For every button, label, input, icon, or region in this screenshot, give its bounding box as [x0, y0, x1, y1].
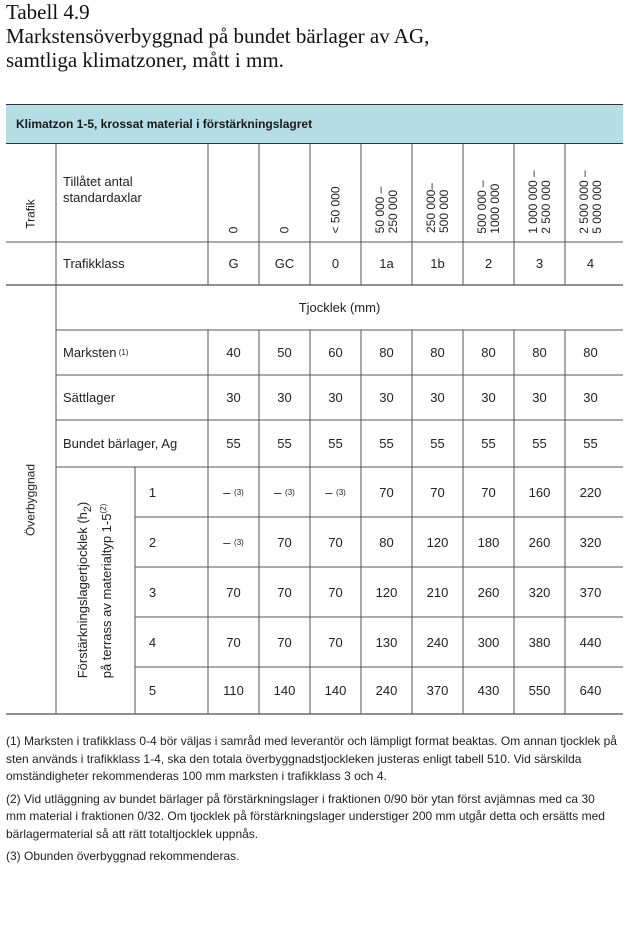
forst-value: 370 — [426, 683, 449, 698]
forst-value — [208, 467, 259, 517]
trafikklass-value: 3 — [535, 256, 544, 271]
forst-value: 70 — [277, 584, 292, 600]
cell-note: (3) — [234, 487, 244, 497]
row-value: 30 — [226, 390, 241, 405]
axle-value-line: 2 500 000 – — [576, 169, 591, 234]
cell-note: (3) — [336, 487, 346, 497]
forst-value: 70 — [277, 534, 292, 550]
forst-value: 70 — [328, 584, 343, 600]
trafikklass-value: 1b — [430, 256, 445, 271]
row-label-text: Sättlager — [63, 390, 116, 405]
material-type: 2 — [148, 534, 157, 550]
row-value: 30 — [328, 390, 343, 405]
overbyggnad-group-label: Överbyggnad — [23, 463, 38, 537]
forst-value: 240 — [426, 634, 449, 650]
cell-note: (3) — [285, 487, 295, 497]
forst-value: 120 — [375, 584, 398, 600]
trafikklass-value: 1a — [379, 256, 394, 271]
row-value: 30 — [430, 390, 445, 405]
forst-value: 70 — [226, 634, 241, 650]
forst-value: 140 — [324, 683, 347, 698]
cell-value: – — [223, 484, 235, 500]
material-type: 3 — [148, 584, 157, 600]
forst-value — [208, 517, 259, 567]
forst-value: 70 — [328, 634, 343, 650]
axle-label-line-1: Tillåtet antal — [63, 174, 133, 189]
axle-value-line: 50 000 – — [372, 186, 387, 233]
axle-value-line: 250 000 — [385, 189, 400, 233]
axle-value-line: < 50 000 — [328, 185, 342, 234]
axle-value-line: 250 000– — [423, 182, 438, 234]
row-value: 55 — [379, 436, 394, 451]
forst-value: 260 — [477, 584, 500, 600]
axle-value — [278, 226, 291, 233]
material-type: 4 — [148, 634, 157, 650]
footnote-3: (3) Obunden överbyggnad rekommenderas. — [6, 849, 240, 863]
row-value: 80 — [583, 345, 598, 360]
row-value: 60 — [328, 345, 343, 360]
forst-value: 70 — [277, 634, 292, 650]
forst-value: 70 — [481, 484, 496, 500]
axle-value-line: 500 000 – — [474, 179, 489, 234]
row-label — [63, 375, 208, 420]
row-value: 55 — [430, 436, 445, 451]
row-value: 80 — [532, 345, 547, 360]
forst-label-line-1 — [75, 502, 96, 679]
forst-label-text-1: Förstärkningslagertjocklek (h — [75, 512, 91, 679]
trafikklass-value: GC — [274, 256, 295, 271]
forst-value: 550 — [528, 683, 551, 698]
row-value: 30 — [481, 390, 496, 405]
row-value: 55 — [583, 436, 598, 451]
climate-zone-label: Klimatzon 1-5, krossat material i förstärkningslagret — [16, 117, 313, 131]
axle-value — [527, 170, 553, 233]
forst-value: 240 — [375, 683, 398, 698]
row-value: 55 — [328, 436, 343, 451]
axle-value — [476, 180, 502, 233]
forst-label-text-2: på terrass av materialtyp 1-5 — [98, 513, 114, 679]
forst-value: 70 — [226, 584, 241, 600]
row-value: 80 — [379, 345, 394, 360]
cell-value: – — [325, 484, 337, 500]
thickness-header: Tjocklek (mm) — [298, 300, 381, 315]
forst-value: 440 — [579, 634, 602, 650]
trafikklass-value: 0 — [331, 256, 340, 271]
axle-value-line: 0 — [226, 226, 240, 233]
row-value: 80 — [481, 345, 496, 360]
forst-value: 430 — [477, 683, 500, 698]
footnotes — [6, 733, 618, 871]
axle-value — [227, 226, 240, 233]
forst-value: 260 — [528, 534, 551, 550]
title-line-2: Markstensöverbyggnad på bundet bärlager av AG, — [6, 24, 430, 48]
footnote-1: (1) Marksten i trafikklass 0-4 bör väljas i samråd med leverantör och lämpligt format beaktas. Om annan tjocklek på sten används i trafikklass 1-4, ska den totala överbyggnadstjockleken justeras enligt tabell 510. Vid särskilda omständigheter rekommenderas 100 mm marksten i trafikklass 3 och 4. — [6, 734, 617, 783]
axle-value-line: 1000 000 — [487, 183, 502, 234]
forst-value: 320 — [528, 584, 551, 600]
cell-value: – — [274, 484, 286, 500]
title-line-1: Tabell 4.9 — [6, 0, 90, 24]
trafikklass-value: 2 — [484, 256, 493, 271]
row-label — [63, 420, 208, 467]
trafikklass-label: Trafikklass — [63, 256, 125, 271]
row-value: 30 — [583, 390, 598, 405]
forst-value: 80 — [379, 534, 394, 550]
forst-value: 120 — [426, 534, 449, 550]
row-value: 55 — [481, 436, 496, 451]
axle-value — [374, 186, 400, 233]
forst-value: 130 — [375, 634, 398, 650]
trafikklass-value: 4 — [586, 256, 595, 271]
forst-label-note: (2) — [98, 503, 108, 514]
title-line-3: samtliga klimatzoner, mått i mm. — [6, 48, 284, 72]
axle-value — [578, 170, 604, 233]
forst-value: 140 — [273, 683, 296, 698]
row-value: 50 — [277, 345, 292, 360]
forst-value: 70 — [379, 484, 394, 500]
forst-value: 180 — [477, 534, 500, 550]
axle-label-line-2: standardaxlar — [63, 190, 142, 205]
axle-value-line: 5 000 000 — [589, 179, 604, 234]
footnote-2: (2) Vid utläggning av bundet bärlager på förstärkningslager i fraktionen 0/90 bör ytan först avjämnas med ca 30 mm material i fraktionen 0/32. Om tjocklek på förstärkningslager understiger 200 mm utgår detta och ersätts med bärlagermaterial så att rätt totaltjocklek uppnås. — [6, 791, 605, 841]
forst-value: 300 — [477, 634, 500, 650]
forst-value: 70 — [430, 484, 445, 500]
row-value: 30 — [379, 390, 394, 405]
axle-value-line: 2 500 000 — [538, 179, 553, 234]
row-value: 30 — [532, 390, 547, 405]
forst-label — [75, 502, 115, 679]
forst-value: 70 — [328, 534, 343, 550]
cell-value: – — [223, 534, 235, 550]
forst-value — [259, 467, 310, 517]
row-value: 55 — [532, 436, 547, 451]
forst-value: 160 — [528, 484, 551, 500]
material-type: 1 — [148, 484, 157, 500]
axle-value-line: 500 000 — [436, 189, 451, 234]
axle-value-line: 0 — [277, 226, 291, 233]
forst-value: 640 — [579, 683, 602, 698]
forst-value: 370 — [579, 584, 602, 600]
axle-value-line: 1 000 000 – — [525, 169, 540, 234]
row-value: 55 — [226, 436, 241, 451]
row-label-text: Marksten — [63, 345, 117, 360]
trafik-group-label: Trafik — [23, 199, 38, 229]
axle-value — [425, 183, 451, 233]
row-value: 55 — [277, 436, 292, 451]
forst-label-end: ) — [75, 501, 91, 507]
forst-value: 210 — [426, 584, 449, 600]
row-value: 40 — [226, 345, 241, 360]
row-label-note: (1) — [116, 348, 129, 357]
row-label-text: Bundet bärlager, Ag — [63, 436, 178, 451]
cell-note: (3) — [234, 537, 244, 547]
row-label — [63, 330, 208, 375]
forst-value: 110 — [223, 683, 244, 698]
axle-value — [329, 186, 342, 233]
forst-value: 380 — [528, 634, 551, 650]
axle-label — [63, 174, 203, 214]
forst-label-sub: 2 — [81, 506, 94, 513]
forst-value: 220 — [579, 484, 602, 500]
material-type: 5 — [148, 683, 157, 698]
row-value: 30 — [277, 390, 292, 405]
row-value: 80 — [430, 345, 445, 360]
forst-label-line-2 — [96, 502, 115, 679]
forst-value — [310, 467, 361, 517]
trafikklass-value: G — [228, 256, 239, 271]
forst-value: 320 — [579, 534, 602, 550]
